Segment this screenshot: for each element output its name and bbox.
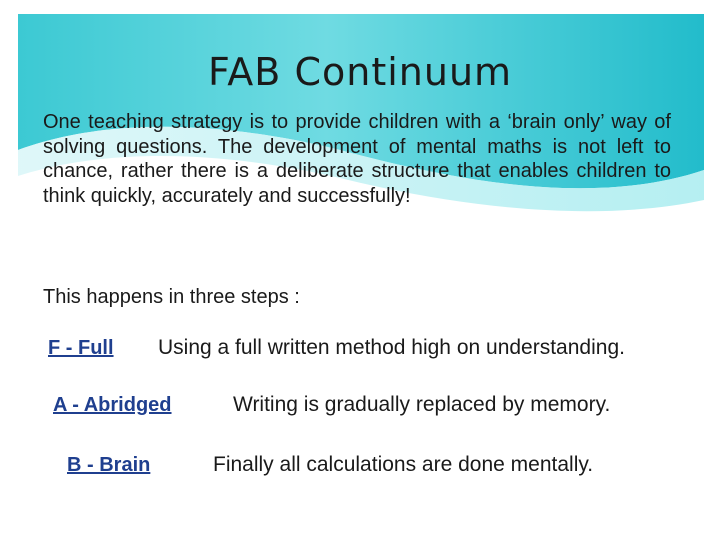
steps-intro: This happens in three steps : [43, 286, 300, 308]
intro-paragraph: One teaching strategy is to provide children with a ‘brain only’ way of solving questions. The development of mental maths is not left to chance, rather there is a deliberate structure that enables children to think quickly, accurately and successfully! [43, 111, 671, 207]
step-description-full: Using a full written method high on understanding. [158, 336, 625, 359]
slide-title: FAB Continuum [207, 50, 513, 94]
step-link-abridged[interactable]: A - Abridged [53, 394, 172, 416]
step-link-brain[interactable]: B - Brain [67, 454, 151, 476]
step-description-brain: Finally all calculations are done mentally. [213, 453, 594, 476]
step-link-full[interactable]: F - Full [48, 337, 114, 359]
step-description-abridged: Writing is gradually replaced by memory. [233, 393, 611, 416]
